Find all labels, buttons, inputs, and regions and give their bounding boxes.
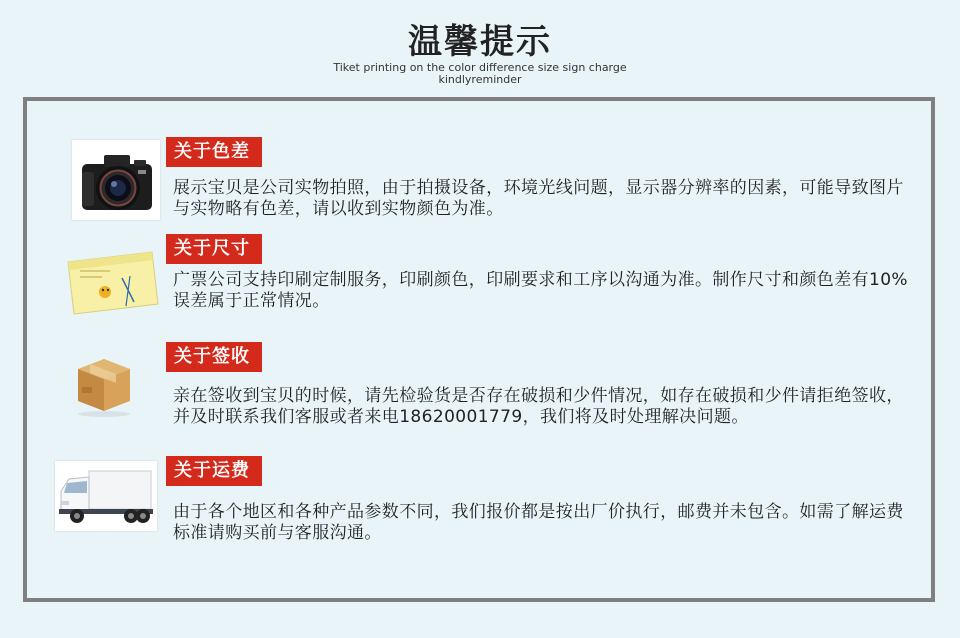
- section-text-size: 广票公司支持印刷定制服务，印刷颜色，印刷要求和工序以沟通为准。制作尺寸和颜色差有10%误差属于正常情况。: [173, 270, 908, 311]
- ticket-sample-icon: [60, 248, 160, 318]
- section-tag-shipping: 关于运费: [166, 456, 262, 486]
- section-tag-receipt: 关于签收: [166, 342, 262, 372]
- page-subtitle-line2: kindlyreminder: [438, 73, 522, 86]
- section-tag-size: 关于尺寸: [166, 234, 262, 264]
- section-text-shipping: 由于各个地区和各种产品参数不同，我们报价都是按出厂价执行，邮费并未包含。如需了解运费标准请购买前与客服沟通。: [173, 502, 904, 543]
- page-title: 温馨提示: [408, 22, 552, 62]
- camera-icon: [72, 140, 160, 220]
- section-text-receipt: 亲在签收到宝贝的时候，请先检验货是否存在破损和少件情况，如存在破损和少件请拒绝签收，并及时联系我们客服或者来电18620001779，我们将及时处理解决问题。: [173, 386, 904, 427]
- page-subtitle-line1: Tiket printing on the color difference size sign charge: [333, 61, 627, 74]
- section-tag-color-difference: 关于色差: [166, 137, 262, 167]
- package-box-icon: [68, 347, 140, 419]
- section-text-color-difference: 展示宝贝是公司实物拍照，由于拍摄设备，环境光线问题，显示器分辨率的因素，可能导致图片与实物略有色差，请以收到实物颜色为准。: [173, 178, 904, 219]
- delivery-truck-icon: [55, 461, 157, 531]
